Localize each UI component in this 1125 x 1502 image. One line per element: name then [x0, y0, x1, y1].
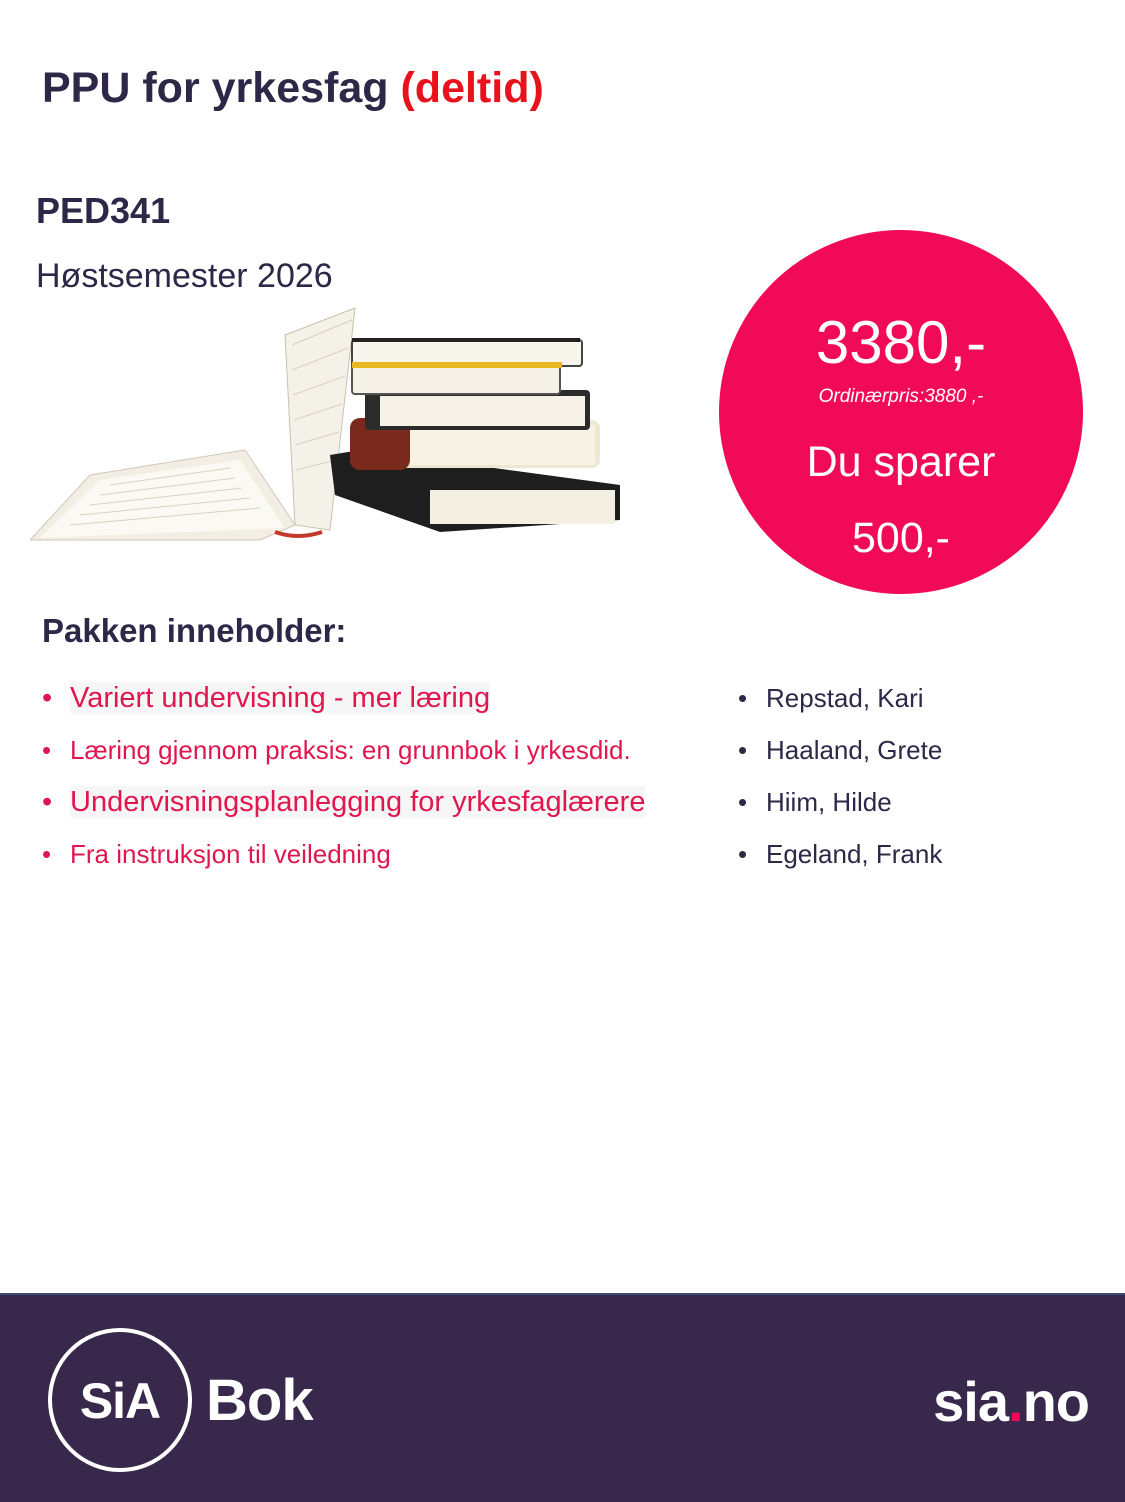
savings-label: Du sparer — [806, 438, 996, 486]
books-illustration — [30, 300, 630, 550]
author-name: Hiim, Hilde — [766, 787, 892, 817]
contents-heading: Pakken inneholder: — [42, 612, 347, 649]
site-link[interactable] — [933, 1369, 1089, 1434]
author-name: Egeland, Frank — [766, 839, 943, 869]
semester: Høstsemester 2026 — [36, 257, 333, 295]
book-title: Læring gjennom praksis: en grunnbok i yrkesdid. — [70, 735, 631, 765]
current-price: 3380,- — [815, 309, 987, 376]
open-book-icon — [30, 308, 355, 540]
book-title: Fra instruksjon til veiledning — [70, 839, 391, 869]
list-item — [40, 828, 645, 880]
book-stack-icon — [330, 338, 620, 532]
list-item — [40, 776, 645, 828]
ordinary-price: Ordinærpris:3880 ,- — [818, 386, 984, 407]
footer — [0, 1293, 1125, 1502]
list-item — [736, 828, 942, 880]
course-code: PED341 — [36, 190, 171, 231]
site-prefix: sia — [933, 1370, 1009, 1433]
price-badge — [719, 230, 1083, 594]
savings-amount: 500,- — [851, 514, 950, 562]
logo-mark: SiA — [79, 1373, 161, 1429]
list-item — [40, 672, 645, 724]
book-title: Variert undervisning - mer læring — [70, 682, 491, 714]
author-name: Haaland, Grete — [766, 735, 943, 765]
list-item — [736, 724, 942, 776]
list-item — [736, 672, 942, 724]
page-title — [42, 64, 544, 113]
title-main: PPU for yrkesfag — [42, 64, 389, 112]
title-accent: (deltid) — [400, 64, 544, 112]
author-name: Repstad, Kari — [766, 683, 924, 713]
list-item — [736, 776, 942, 828]
logo-word: Bok — [206, 1368, 313, 1433]
site-suffix: no — [1022, 1370, 1089, 1433]
author-list — [736, 672, 942, 880]
sia-logo — [48, 1328, 192, 1472]
list-item — [40, 724, 645, 776]
book-title: Undervisningsplanlegging for yrkesfaglærere — [70, 786, 646, 818]
book-title-list — [40, 672, 645, 880]
site-dot: . — [1008, 1370, 1023, 1433]
